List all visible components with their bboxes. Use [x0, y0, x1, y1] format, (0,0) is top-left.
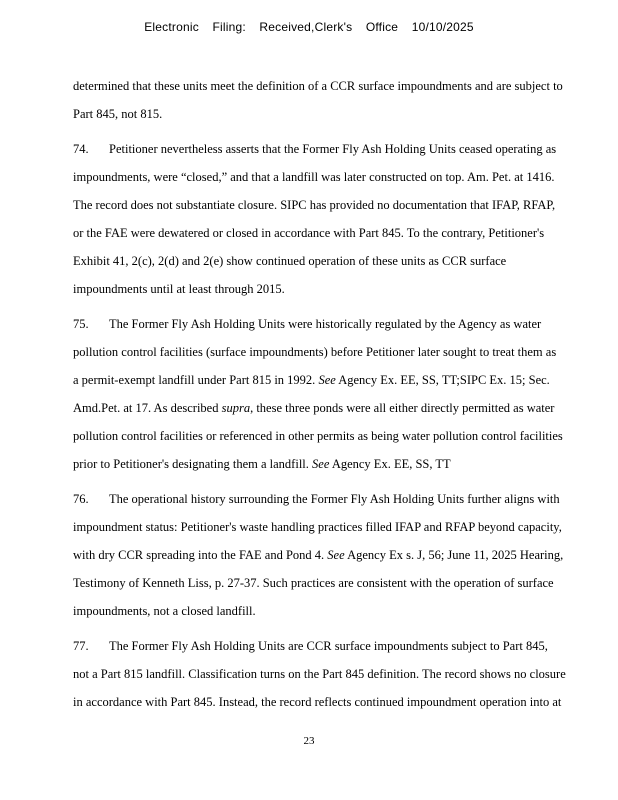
text-line: , these three ponds were all either directly permitted as water: [250, 401, 555, 415]
paragraph-number: 76.: [73, 492, 89, 506]
paragraph-number: 75.: [73, 317, 89, 331]
text-line: The operational history surrounding the Former Fly Ash Holding Units further aligns with: [109, 492, 560, 506]
header-date: 10/10/2025: [411, 20, 474, 34]
text-line: determined that these units meet the definition of a CCR surface impoundments and are subject to: [73, 79, 563, 93]
paragraph-number: 74.: [73, 142, 89, 156]
paragraph-continuation: [73, 72, 603, 128]
text-line: Part 845, not 815.: [73, 107, 163, 121]
citation: Agency Ex. EE, SS, TT: [331, 457, 451, 471]
header-filing: Filing:: [212, 20, 246, 34]
text-line: in accordance with Part 845. Instead, the record reflects continued impoundment operation into at: [73, 695, 562, 709]
text-line: Testimony of Kenneth Liss, p. 27-37. Such practices are consistent with the operation of surface: [73, 576, 554, 590]
paragraph-76: [73, 485, 603, 625]
text-line: Amd.Pet. at 17. As described: [73, 401, 222, 415]
see-signal: See: [312, 457, 330, 471]
page-number: 23: [303, 735, 315, 747]
paragraph-75: [73, 310, 603, 478]
citation: Agency Ex. EE, SS, TT;SIPC Ex. 15; Sec.: [338, 373, 550, 387]
filing-header: [0, 20, 618, 34]
text-line: impoundments until at least through 2015.: [73, 282, 285, 296]
text-line: with dry CCR spreading into the FAE and Pond 4.: [73, 548, 325, 562]
header-received: Received,Clerk's: [259, 20, 353, 34]
text-line: prior to Petitioner's designating them a landfill.: [73, 457, 309, 471]
text-line: not a Part 815 landfill. Classification turns on the Part 845 definition. The record shows no closure: [73, 667, 566, 681]
text-line: impoundments, not a closed landfill.: [73, 604, 256, 618]
text-line: or the FAE were dewatered or closed in accordance with Part 845. To the contrary, Petitioner's: [73, 226, 545, 240]
paragraph-77: [73, 632, 603, 716]
paragraph-number: 77.: [73, 639, 89, 653]
see-signal: See: [327, 548, 345, 562]
text-line: pollution control facilities or referenced in other permits as being water pollution control facilities: [73, 429, 563, 443]
document-body: [73, 72, 603, 716]
header-office: Office: [365, 20, 399, 34]
text-line: Petitioner nevertheless asserts that the Former Fly Ash Holding Units ceased operating as: [109, 142, 557, 156]
text-line: pollution control facilities (surface impoundments) before Petitioner later sought to treat them as: [73, 345, 557, 359]
text-line: Exhibit 41, 2(c), 2(d) and 2(e) show continued operation of these units as CCR surface: [73, 254, 507, 268]
paragraph-74: [73, 135, 603, 303]
supra-signal: supra: [221, 401, 251, 415]
text-line: impoundment status: Petitioner's waste handling practices filled IFAP and RFAP beyond capacity,: [73, 520, 562, 534]
header-electronic: Electronic: [144, 20, 199, 34]
text-line: impoundments, were “closed,” and that a landfill was later constructed on top. Am. Pet. at 1416.: [73, 170, 555, 184]
text-line: The record does not substantiate closure. SIPC has provided no documentation that IFAP, RFAP,: [73, 198, 556, 212]
see-signal: See: [318, 373, 336, 387]
text-line: a permit-exempt landfill under Part 815 in 1992.: [73, 373, 316, 387]
text-line: The Former Fly Ash Holding Units were historically regulated by the Agency as water: [109, 317, 542, 331]
text-line: The Former Fly Ash Holding Units are CCR surface impoundments subject to Part 845,: [109, 639, 548, 653]
citation: Agency Ex s. J, 56; June 11, 2025 Hearing,: [347, 548, 564, 562]
